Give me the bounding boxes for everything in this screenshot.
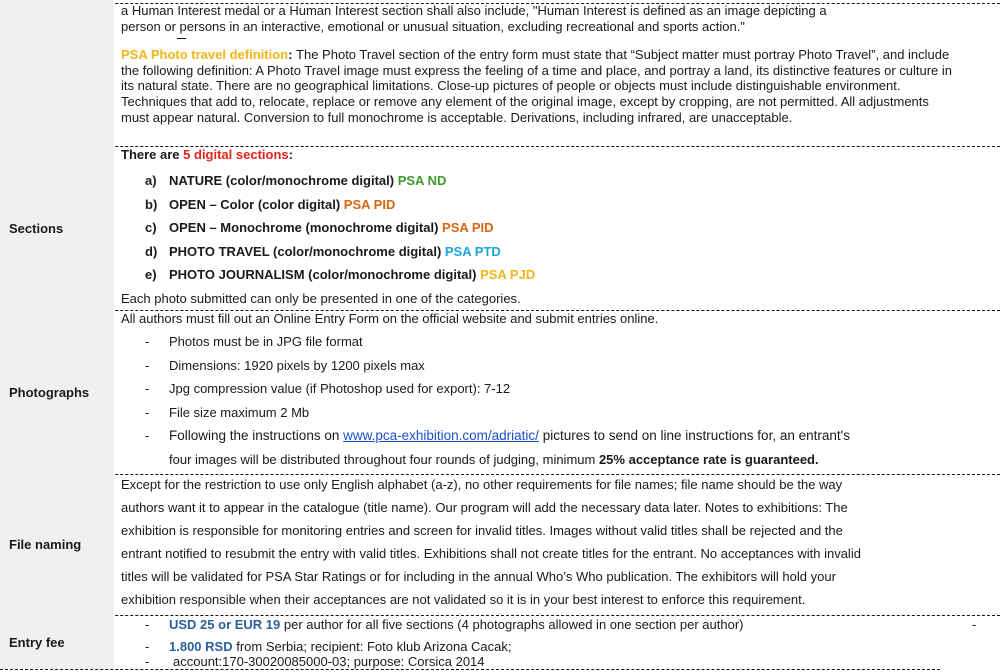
photographs-row (0, 310, 1000, 474)
photographs-label: Photographs (0, 310, 114, 474)
requirement-item: - Jpg compression value (if Photoshop used for export): 7-12 (145, 381, 511, 397)
right-dash-mark: - (972, 617, 977, 632)
section-item: c) OPEN – Monochrome (monochrome digital) PSA PID (145, 220, 494, 235)
requirement-item: - File size maximum 2 Mb (145, 404, 310, 420)
short-rule (177, 38, 186, 47)
section-name: NATURE (color/monochrome digital) (169, 173, 398, 188)
section-code: PSA PID (343, 196, 396, 212)
section-item: d) PHOTO TRAVEL (color/monochrome digital) PSA PTD (145, 243, 501, 259)
fee-account: - account:170-30020085000-03; purpose: Corsica 2014 (145, 654, 485, 669)
file-naming-row (0, 474, 1000, 615)
requirement-item-continuation: four images will be distributed throughout four rounds of judging, minimum 25% acceptance rate is guaranteed. (169, 451, 819, 467)
fee-item: - USD 25 or EUR 19 per author for all five sections (4 photographs allowed in one section per author) (145, 617, 744, 632)
photographs-list (121, 330, 960, 472)
travel-definition-label: PSA Photo travel definition (121, 47, 289, 63)
requirement-item: - Following the instructions on www.pca-exhibition.com/adriatic/ pictures to send on line instructions for, an entrant's (145, 428, 850, 444)
section-code: PSA PJD (480, 267, 536, 282)
sections-row (0, 146, 1000, 310)
photographs-intro: All authors must fill out an Online Entry Form on the official website and submit entries online. (121, 311, 659, 326)
travel-definition-text: The Photo Travel section of the entry form must state that “Subject matter must portray Photo Travel”, and include the following definition: A Photo Travel image must express the feeling of a time and place, and portray a land, its distinctive features or culture in its natural state. There are no geographical limitations. Close-up pictures of people or objects must include distinguishable environment. Techniques that add to, relocate, replace or remove any element of the original image, except by cropping, are not permitted. All adjustments must appear natural. Conversion to full monochrome is acceptable. Derivations, including infrared, are unacceptable. (121, 47, 953, 125)
requirement-item: - Photos must be in JPG file format (145, 334, 363, 349)
human-interest-line-1: a Human Interest medal or a Human Interest section shall also include, "Human Interest is defined as an image depicting a (121, 3, 827, 18)
sections-content (121, 147, 960, 307)
sections-list (121, 169, 960, 287)
section-name: OPEN – Color (color digital) (169, 196, 344, 212)
section-item: b) OPEN – Color (color digital) PSA PID (145, 196, 396, 212)
human-interest-line-2: person or persons in an interactive, emotional or unusual situation, excluding recreational and sports action." (121, 18, 745, 34)
requirement-item: - Dimensions: 1920 pixels by 1200 pixels max (145, 357, 425, 373)
intro-content (121, 3, 960, 125)
exhibition-link[interactable]: www.pca-exhibition.com/adriatic/ (343, 428, 539, 444)
section-name: OPEN – Monochrome (monochrome digital) (169, 220, 443, 235)
section-item: a) NATURE (color/monochrome digital) PSA ND (145, 173, 447, 188)
acceptance-rate: 25% acceptance rate is guaranteed. (598, 451, 819, 467)
section-item: e) PHOTO JOURNALISM (color/monochrome digital) PSA PJD (145, 267, 536, 282)
section-code: PSA PID (442, 220, 494, 235)
entry-fee-label: Entry fee (0, 615, 114, 669)
fee-amount: 1.800 RSD (169, 639, 233, 654)
sections-count: 5 digital sections (183, 147, 289, 162)
section-name: PHOTO TRAVEL (color/monochrome digital) (169, 243, 445, 259)
entry-fee-row (0, 615, 1000, 669)
intro-row (0, 0, 1000, 146)
intro-label-cell (0, 0, 114, 146)
photographs-content (121, 311, 960, 472)
sections-footer: Each photo submitted can only be presented in one of the categories. (121, 290, 521, 306)
entry-fee-content (121, 615, 960, 669)
section-name: PHOTO JOURNALISM (color/monochrome digital) (169, 267, 481, 282)
sections-label: Sections (0, 146, 114, 310)
fee-item: - 1.800 RSD from Serbia; recipient: Foto klub Arizona Cacak; (145, 639, 512, 654)
file-naming-label: File naming (0, 474, 114, 615)
sections-heading: There are 5 digital sections: (121, 147, 293, 162)
section-code: PSA ND (397, 173, 447, 188)
file-naming-text: Except for the restriction to use only English alphabet (a-z), no other requirements for file names; file name should be the way authors want it to appear in the catalogue (title name). Our program will add the necessary data later. Notes to exhibitions: The exhibition is responsible for monitoring entries and screen for invalid titles. Images without valid titles shall be rejected and the entrant notified to resubmit the entry with valid titles. Exhibitions shall not create titles for the entrant. No acceptances with invalid titles will be validated for PSA Star Ratings or for including in the annual Who’s Who publication. The exhibitors will hold your exhibition responsible when their acceptances are not validated so it is in your best interest to enforce this requirement. (121, 477, 861, 608)
travel-definition: PSA Photo travel definition: The Photo Travel section of the entry form must state that “Subject matter must portray Photo Travel”, and include the following definition: A Photo Travel image must express the feeling of a time and place, and portray a land, its distinctive features or culture in its natural state. There are no geographical limitations. Close-up pictures of people or objects must include distinguishable environment. Techniques that add to, relocate, replace or remove any element of the original image, except by cropping, are not permitted. All adjustments must appear natural. Conversion to full monochrome is acceptable. Derivations, including infrared, are unacceptable. (121, 47, 953, 125)
bottom-separator (0, 669, 940, 670)
section-code: PSA PTD (444, 243, 501, 259)
fee-amount: USD 25 or EUR 19 (169, 617, 281, 632)
